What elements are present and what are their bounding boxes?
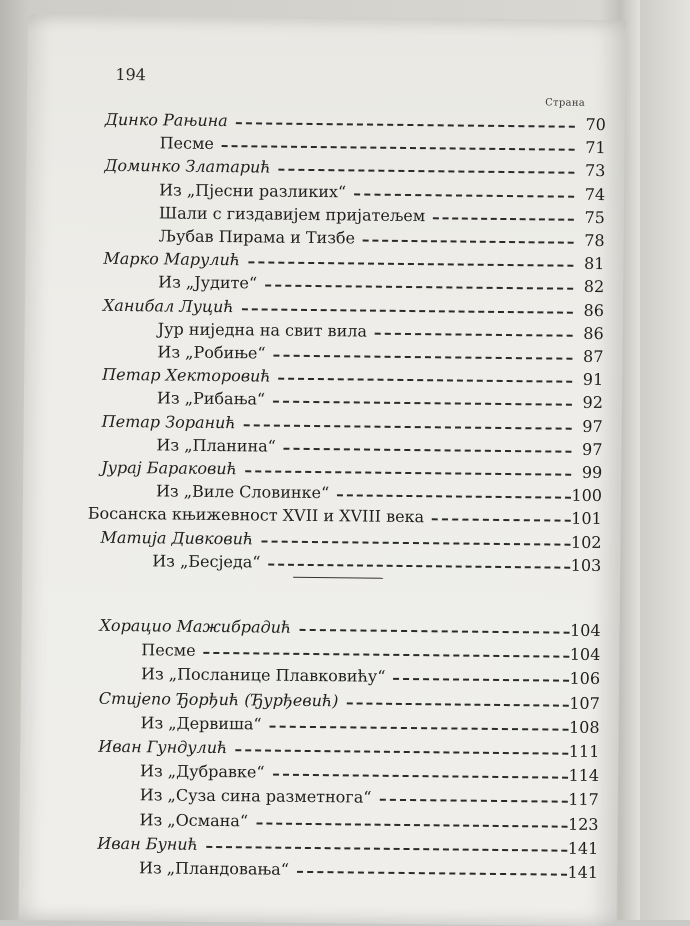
toc-work-title: Из „Пландовања“ bbox=[138, 858, 290, 879]
dot-leader bbox=[347, 702, 569, 706]
toc-author-name: Матија Дивковић bbox=[100, 527, 254, 548]
dot-leader bbox=[354, 193, 574, 197]
toc-page-number: 97 bbox=[582, 439, 603, 459]
toc-author-name: Ханибал Луцић bbox=[102, 295, 234, 316]
toc-page-number: 70 bbox=[585, 114, 606, 135]
toc-author-row bbox=[19, 832, 617, 860]
dot-leader bbox=[261, 540, 570, 545]
toc-work-title: Из „Пјесни разликих“ bbox=[159, 179, 347, 201]
dot-leader bbox=[363, 240, 574, 244]
dot-leader bbox=[236, 122, 575, 128]
toc-page-number: 104 bbox=[569, 620, 601, 641]
dot-leader bbox=[273, 401, 572, 406]
toc-work-row bbox=[22, 549, 620, 577]
toc-author-name: Доминко Златарић bbox=[104, 156, 271, 177]
page-number: 194 bbox=[115, 64, 147, 85]
dot-leader bbox=[235, 749, 568, 754]
book-page bbox=[19, 14, 626, 926]
toc-author-row bbox=[21, 614, 619, 642]
dot-leader bbox=[273, 355, 572, 360]
toc-author-name: Марко Марулић bbox=[103, 248, 241, 270]
dot-leader bbox=[268, 563, 570, 568]
toc-work-title: Љубав Пирама и Тизбе bbox=[158, 226, 356, 248]
toc-work-title: Из „Посланице Плавковићу“ bbox=[140, 664, 386, 687]
toc-work-title: Шали с гиздавијем пријатељем bbox=[158, 203, 426, 225]
toc-work-title: Из „Јудите“ bbox=[158, 272, 258, 293]
dot-leader bbox=[245, 470, 571, 475]
toc-work-row bbox=[19, 808, 617, 836]
toc-page-number: 71 bbox=[585, 138, 606, 158]
dot-leader bbox=[206, 846, 567, 852]
toc-page-number: 141 bbox=[567, 838, 599, 858]
toc-author-name: Јурај Бараковић bbox=[101, 457, 238, 479]
dot-leader bbox=[257, 822, 568, 827]
dot-leader bbox=[222, 145, 575, 151]
toc-work-title: Из „Виле Словинке“ bbox=[155, 481, 330, 503]
toc-page-number: 111 bbox=[568, 741, 600, 762]
dot-leader bbox=[297, 871, 567, 876]
toc-work-row bbox=[20, 783, 618, 811]
toc-work-title: Из „Бесједа“ bbox=[152, 551, 261, 572]
toc-page-number: 78 bbox=[584, 230, 605, 251]
dot-leader bbox=[300, 629, 570, 634]
section-divider bbox=[293, 577, 383, 579]
toc-page-number: 123 bbox=[567, 814, 599, 834]
toc-work-row bbox=[19, 856, 617, 884]
toc-page-number: 82 bbox=[583, 277, 605, 297]
dot-leader bbox=[244, 424, 572, 429]
dot-leader bbox=[278, 169, 574, 174]
toc-work-title: Из „Дервиша“ bbox=[140, 713, 262, 734]
toc-work-row bbox=[20, 759, 618, 787]
dot-leader bbox=[278, 378, 572, 383]
toc-work-title: Јур ниједна на свит вила bbox=[157, 319, 368, 341]
toc-work-title: Из „Робиње“ bbox=[157, 342, 266, 363]
toc-work-title: Песме bbox=[159, 133, 215, 154]
dot-leader bbox=[337, 494, 571, 498]
toc-page-number: 73 bbox=[584, 161, 606, 181]
toc-page-number: 104 bbox=[569, 644, 601, 665]
toc-page-number: 87 bbox=[582, 346, 604, 367]
toc-page-number: 108 bbox=[568, 717, 600, 737]
dot-leader bbox=[248, 262, 573, 267]
toc-page-number: 75 bbox=[584, 207, 606, 227]
dot-leader bbox=[242, 308, 573, 313]
toc-work-title: Из „Суза сина разметнога“ bbox=[139, 785, 372, 808]
facing-page-edge bbox=[640, 0, 690, 920]
toc-author-name: Петар Зоранић bbox=[101, 411, 236, 432]
toc-author-name: Петар Хекторовић bbox=[102, 364, 271, 386]
toc-author-name: Хорацио Мажибрадић bbox=[99, 615, 292, 637]
toc-page-number: 99 bbox=[581, 462, 603, 483]
toc-work-row bbox=[21, 662, 619, 690]
dot-leader bbox=[265, 285, 573, 290]
toc-page-number: 101 bbox=[571, 509, 602, 529]
toc-page-number: 91 bbox=[582, 370, 604, 390]
toc-page-number: 81 bbox=[583, 254, 605, 274]
toc-page-number: 86 bbox=[583, 300, 605, 320]
dot-leader bbox=[283, 447, 571, 452]
toc-work-title: Босанска књижевност XVII и XVIII века bbox=[87, 504, 425, 527]
toc-work-title: Из „Османа“ bbox=[139, 809, 249, 830]
dot-leader bbox=[380, 799, 568, 803]
dot-leader bbox=[273, 774, 568, 779]
toc-author-name: Стијепо Ђорђић (Ђурђевић) bbox=[98, 688, 339, 710]
toc-work-row bbox=[20, 711, 618, 739]
toc-work-row bbox=[21, 638, 619, 666]
dot-leader bbox=[203, 652, 569, 658]
toc-page-number: 141 bbox=[567, 862, 599, 883]
toc-work-title: Песме bbox=[141, 640, 196, 660]
toc-work-title: Из „Дубравке“ bbox=[139, 761, 265, 782]
toc-page-number: 92 bbox=[582, 393, 604, 413]
dot-leader bbox=[393, 678, 569, 682]
toc-work-title: Из „Рибања“ bbox=[156, 388, 266, 409]
toc-work-title: Из „Планина“ bbox=[156, 435, 277, 456]
toc-author-row bbox=[21, 687, 619, 715]
page-column-header: Страна bbox=[545, 97, 586, 109]
toc-page-number: 107 bbox=[569, 693, 600, 713]
toc-page-number: 106 bbox=[569, 669, 601, 689]
toc-author-name: Иван Бунић bbox=[97, 833, 199, 854]
toc-author-name: Иван Гундулић bbox=[98, 736, 228, 758]
toc-author-name: Динко Рањина bbox=[104, 109, 228, 131]
toc-page-number: 86 bbox=[583, 323, 604, 343]
dot-leader bbox=[270, 725, 569, 730]
toc-page-number: 74 bbox=[584, 184, 606, 204]
toc-author-row bbox=[20, 735, 618, 763]
toc-page-number: 100 bbox=[571, 485, 603, 506]
dot-leader bbox=[375, 332, 573, 336]
toc-page-number: 103 bbox=[570, 555, 602, 575]
toc-page-number: 114 bbox=[568, 765, 600, 786]
toc-page-number: 102 bbox=[570, 532, 602, 552]
toc-page-number: 97 bbox=[582, 416, 603, 436]
toc-page-number: 117 bbox=[568, 790, 599, 810]
